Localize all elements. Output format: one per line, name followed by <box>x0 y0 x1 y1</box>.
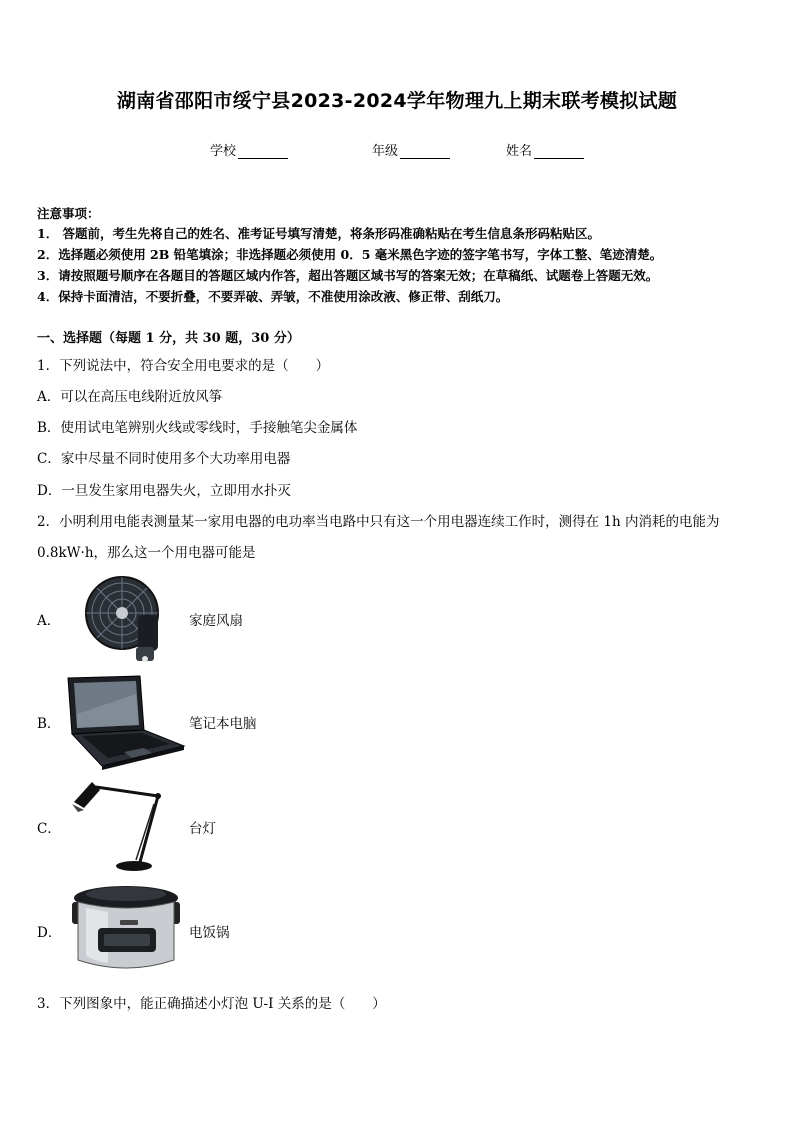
question-2-option-b-label: 笔记本电脑 <box>189 716 257 732</box>
question-2-option-b-letter: B． <box>37 716 61 732</box>
desk-lamp-icon <box>70 776 170 874</box>
laptop-icon <box>62 674 186 770</box>
grade-field <box>372 140 450 159</box>
section-heading: 一、选择题（每题 1 分，共 30 题，30 分） <box>37 331 300 346</box>
question-2-option-a-label: 家庭风扇 <box>189 613 243 629</box>
grade-label: 年级 <box>372 144 399 159</box>
fan-icon <box>80 575 170 667</box>
name-label: 姓名 <box>506 144 533 159</box>
question-2-option-a-letter: A． <box>37 613 61 629</box>
question-2-option-d-letter: D． <box>37 925 62 941</box>
name-field <box>506 140 584 159</box>
question-1-option-c: C．家中尽量不同时使用多个大功率用电器 <box>37 451 291 467</box>
question-3-stem: 3．下列图象中，能正确描述小灯泡 U-I 关系的是（ ） <box>37 996 386 1012</box>
grade-blank <box>400 145 450 159</box>
note-item: 1． 答题前，考生先将自己的姓名、准考证号填写清楚，将条形码准确粘贴在考生信息条形码粘贴区。 <box>37 226 601 241</box>
school-label: 学校 <box>210 144 237 159</box>
question-2-option-d-label: 电饭锅 <box>189 925 230 941</box>
question-2-option-c-letter: C． <box>37 821 61 837</box>
school-field <box>210 140 288 159</box>
question-2-stem-line1: 2．小明利用电能表测量某一家用电器的电功率当电路中只有这一个用电器连续工作时，测得在 1h 内消耗的电能为 <box>37 514 720 530</box>
question-1-option-b: B．使用试电笔辨别火线或零线时，手接触笔尖金属体 <box>37 420 358 436</box>
rice-cooker-icon <box>68 884 184 972</box>
question-1-option-d: D．一旦发生家用电器失火，立即用水扑灭 <box>37 483 291 499</box>
question-2-option-c-label: 台灯 <box>189 821 216 837</box>
question-1-stem: 1．下列说法中，符合安全用电要求的是（ ） <box>37 358 330 374</box>
question-1-option-a: A．可以在高压电线附近放风筝 <box>37 389 223 405</box>
note-item: 4．保持卡面清洁，不要折叠，不要弄破、弄皱，不准使用涂改液、修正带、刮纸刀。 <box>37 289 509 304</box>
notes-heading: 注意事项： <box>37 206 100 221</box>
note-item: 3．请按照题号顺序在各题目的答题区域内作答，超出答题区域书写的答案无效；在草稿纸、试题卷上答题无效。 <box>37 268 659 283</box>
page-title: 湖南省邵阳市绥宁县2023-2024学年物理九上期末联考模拟试题 <box>116 90 678 112</box>
name-blank <box>534 145 584 159</box>
note-item: 2．选择题必须使用 2B 铅笔填涂；非选择题必须使用 0．5 毫米黑色字迹的签字笔书写，字体工整、笔迹清楚。 <box>37 247 663 262</box>
school-blank <box>238 145 288 159</box>
question-2-stem-line2: 0.8kW·h，那么这一个用电器可能是 <box>37 545 256 561</box>
